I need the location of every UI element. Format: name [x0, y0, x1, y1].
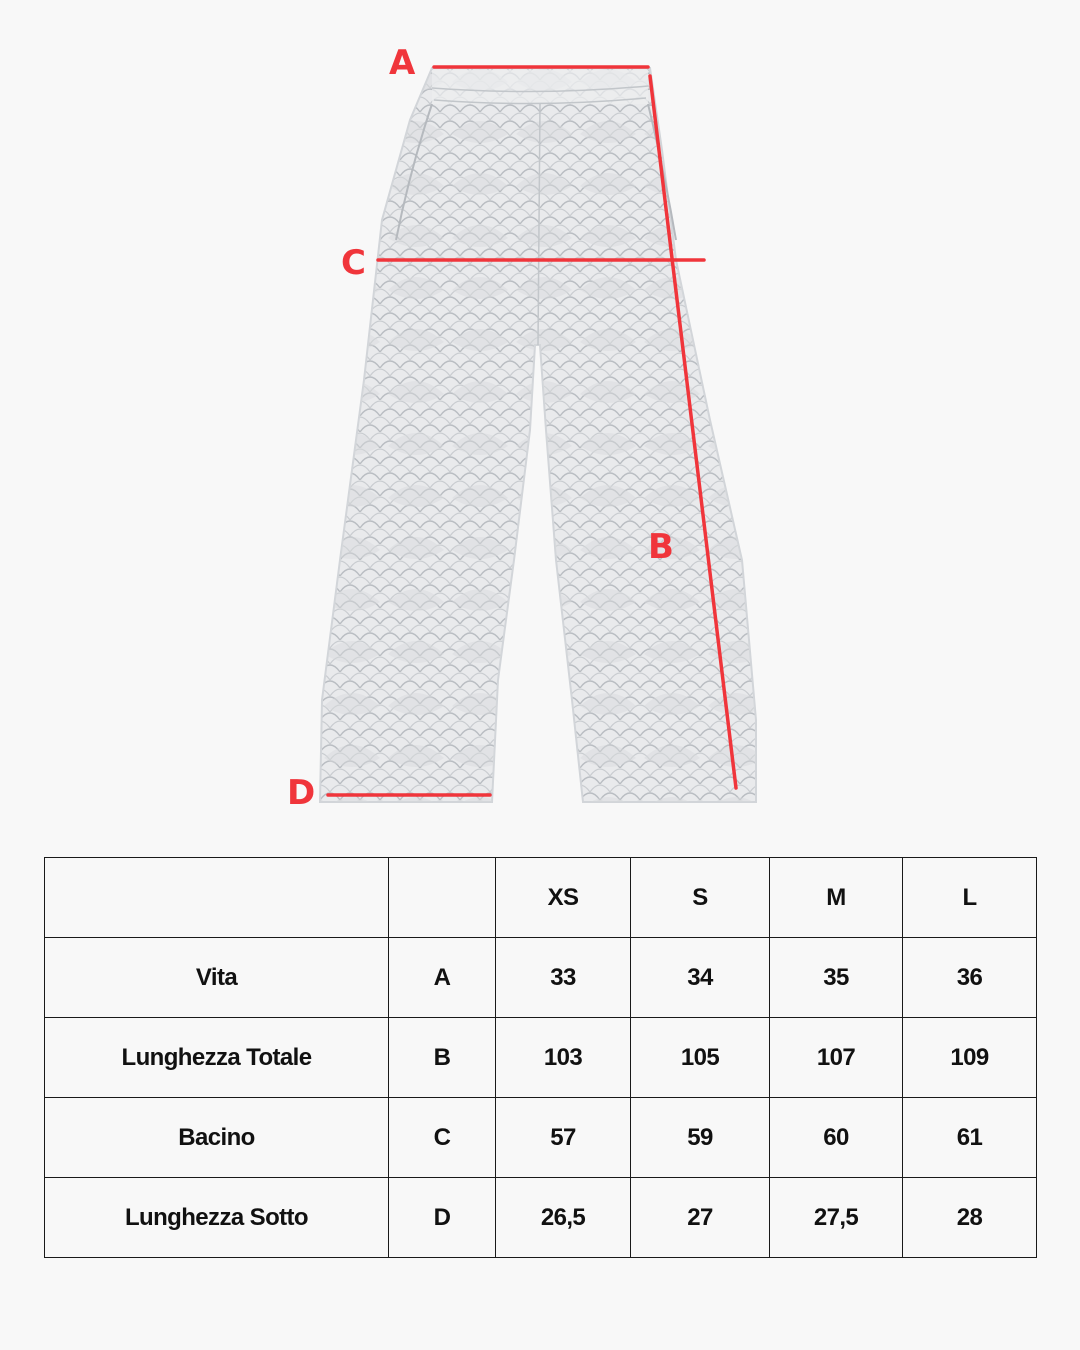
value-xs: 103	[496, 1018, 631, 1098]
label-d: D	[287, 773, 316, 813]
header-cell-empty	[45, 858, 389, 938]
header-size-s: S	[631, 858, 770, 938]
value-s: 27	[631, 1178, 770, 1258]
label-c: C	[341, 243, 366, 283]
value-m: 35	[770, 938, 903, 1018]
value-m: 60	[770, 1098, 903, 1178]
value-s: 34	[631, 938, 770, 1018]
size-chart-table	[44, 857, 1037, 1258]
table-row	[45, 1178, 1037, 1258]
value-m: 107	[770, 1018, 903, 1098]
header-size-m: M	[770, 858, 903, 938]
label-a: A	[389, 43, 416, 83]
measurement-code: C	[389, 1098, 496, 1178]
measurement-code: D	[389, 1178, 496, 1258]
value-s: 105	[631, 1018, 770, 1098]
measurement-name: Lunghezza Totale	[45, 1018, 389, 1098]
table-row	[45, 938, 1037, 1018]
measurement-code: B	[389, 1018, 496, 1098]
measurement-name: Bacino	[45, 1098, 389, 1178]
measurement-code: A	[389, 938, 496, 1018]
header-cell-code	[389, 858, 496, 938]
value-l: 109	[903, 1018, 1037, 1098]
table-row	[45, 1018, 1037, 1098]
value-l: 28	[903, 1178, 1037, 1258]
value-l: 61	[903, 1098, 1037, 1178]
measurement-name: Lunghezza Sotto	[45, 1178, 389, 1258]
value-s: 59	[631, 1098, 770, 1178]
value-xs: 57	[496, 1098, 631, 1178]
table-header-row	[45, 858, 1037, 938]
header-size-l: L	[903, 858, 1037, 938]
label-b: B	[648, 527, 674, 567]
value-l: 36	[903, 938, 1037, 1018]
value-m: 27,5	[770, 1178, 903, 1258]
value-xs: 26,5	[496, 1178, 631, 1258]
pants-illustration	[320, 68, 756, 802]
waistband	[432, 70, 648, 104]
table-row	[45, 1098, 1037, 1178]
value-xs: 33	[496, 938, 631, 1018]
header-size-xs: XS	[496, 858, 631, 938]
measurement-name: Vita	[45, 938, 389, 1018]
